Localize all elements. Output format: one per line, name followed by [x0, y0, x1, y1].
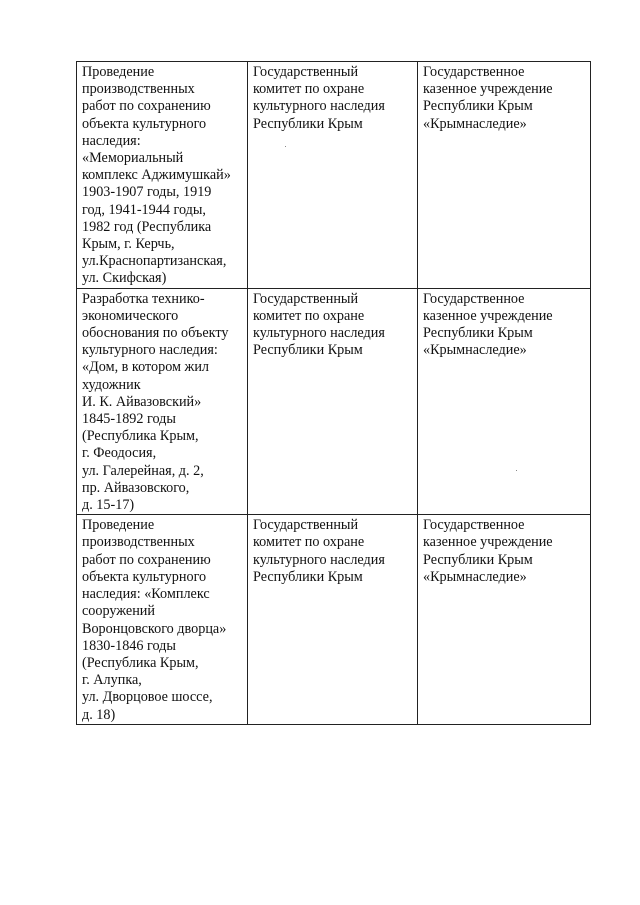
table-row	[77, 288, 591, 515]
work-description-cell: Проведение производственных работ по сохранению объекта культурного наследия: «Мемориальный комплекс Аджимушкай» 1903-1907 годы, 1919 год, 1941-1944 годы, 1982 год (Республика Крым, г. Керчь, ул.Краснопартизанская, ул. Скифская)	[77, 62, 248, 289]
work-description-cell: Разработка технико- экономического обоснования по объекту культурного наследия: «Дом, в котором жил художник И. К. Айвазовский» 1845-1892 годы (Республика Крым, г. Феодосия, ул. Галерейная, д. 2, пр. Айвазовского, д. 15-17)	[77, 288, 248, 515]
works-table	[76, 61, 591, 725]
table-row	[77, 515, 591, 724]
scan-speck	[285, 146, 286, 147]
executor-cell: Государственное казенное учреждение Республики Крым «Крымнаследие»	[418, 62, 591, 289]
executor-cell: Государственное казенное учреждение Республики Крым «Крымнаследие»	[418, 288, 591, 515]
customer-cell: Государственный комитет по охране культурного наследия Республики Крым	[248, 288, 418, 515]
customer-cell: Государственный комитет по охране культурного наследия Республики Крым	[248, 515, 418, 724]
scan-speck	[516, 470, 517, 471]
executor-cell: Государственное казенное учреждение Республики Крым «Крымнаследие»	[418, 515, 591, 724]
work-description-cell: Проведение производственных работ по сохранению объекта культурного наследия: «Комплекс сооружений Воронцовского дворца» 1830-1846 годы (Республика Крым, г. Алупка, ул. Дворцовое шоссе, д. 18)	[77, 515, 248, 724]
table-row	[77, 62, 591, 289]
customer-cell: Государственный комитет по охране культурного наследия Республики Крым	[248, 62, 418, 289]
